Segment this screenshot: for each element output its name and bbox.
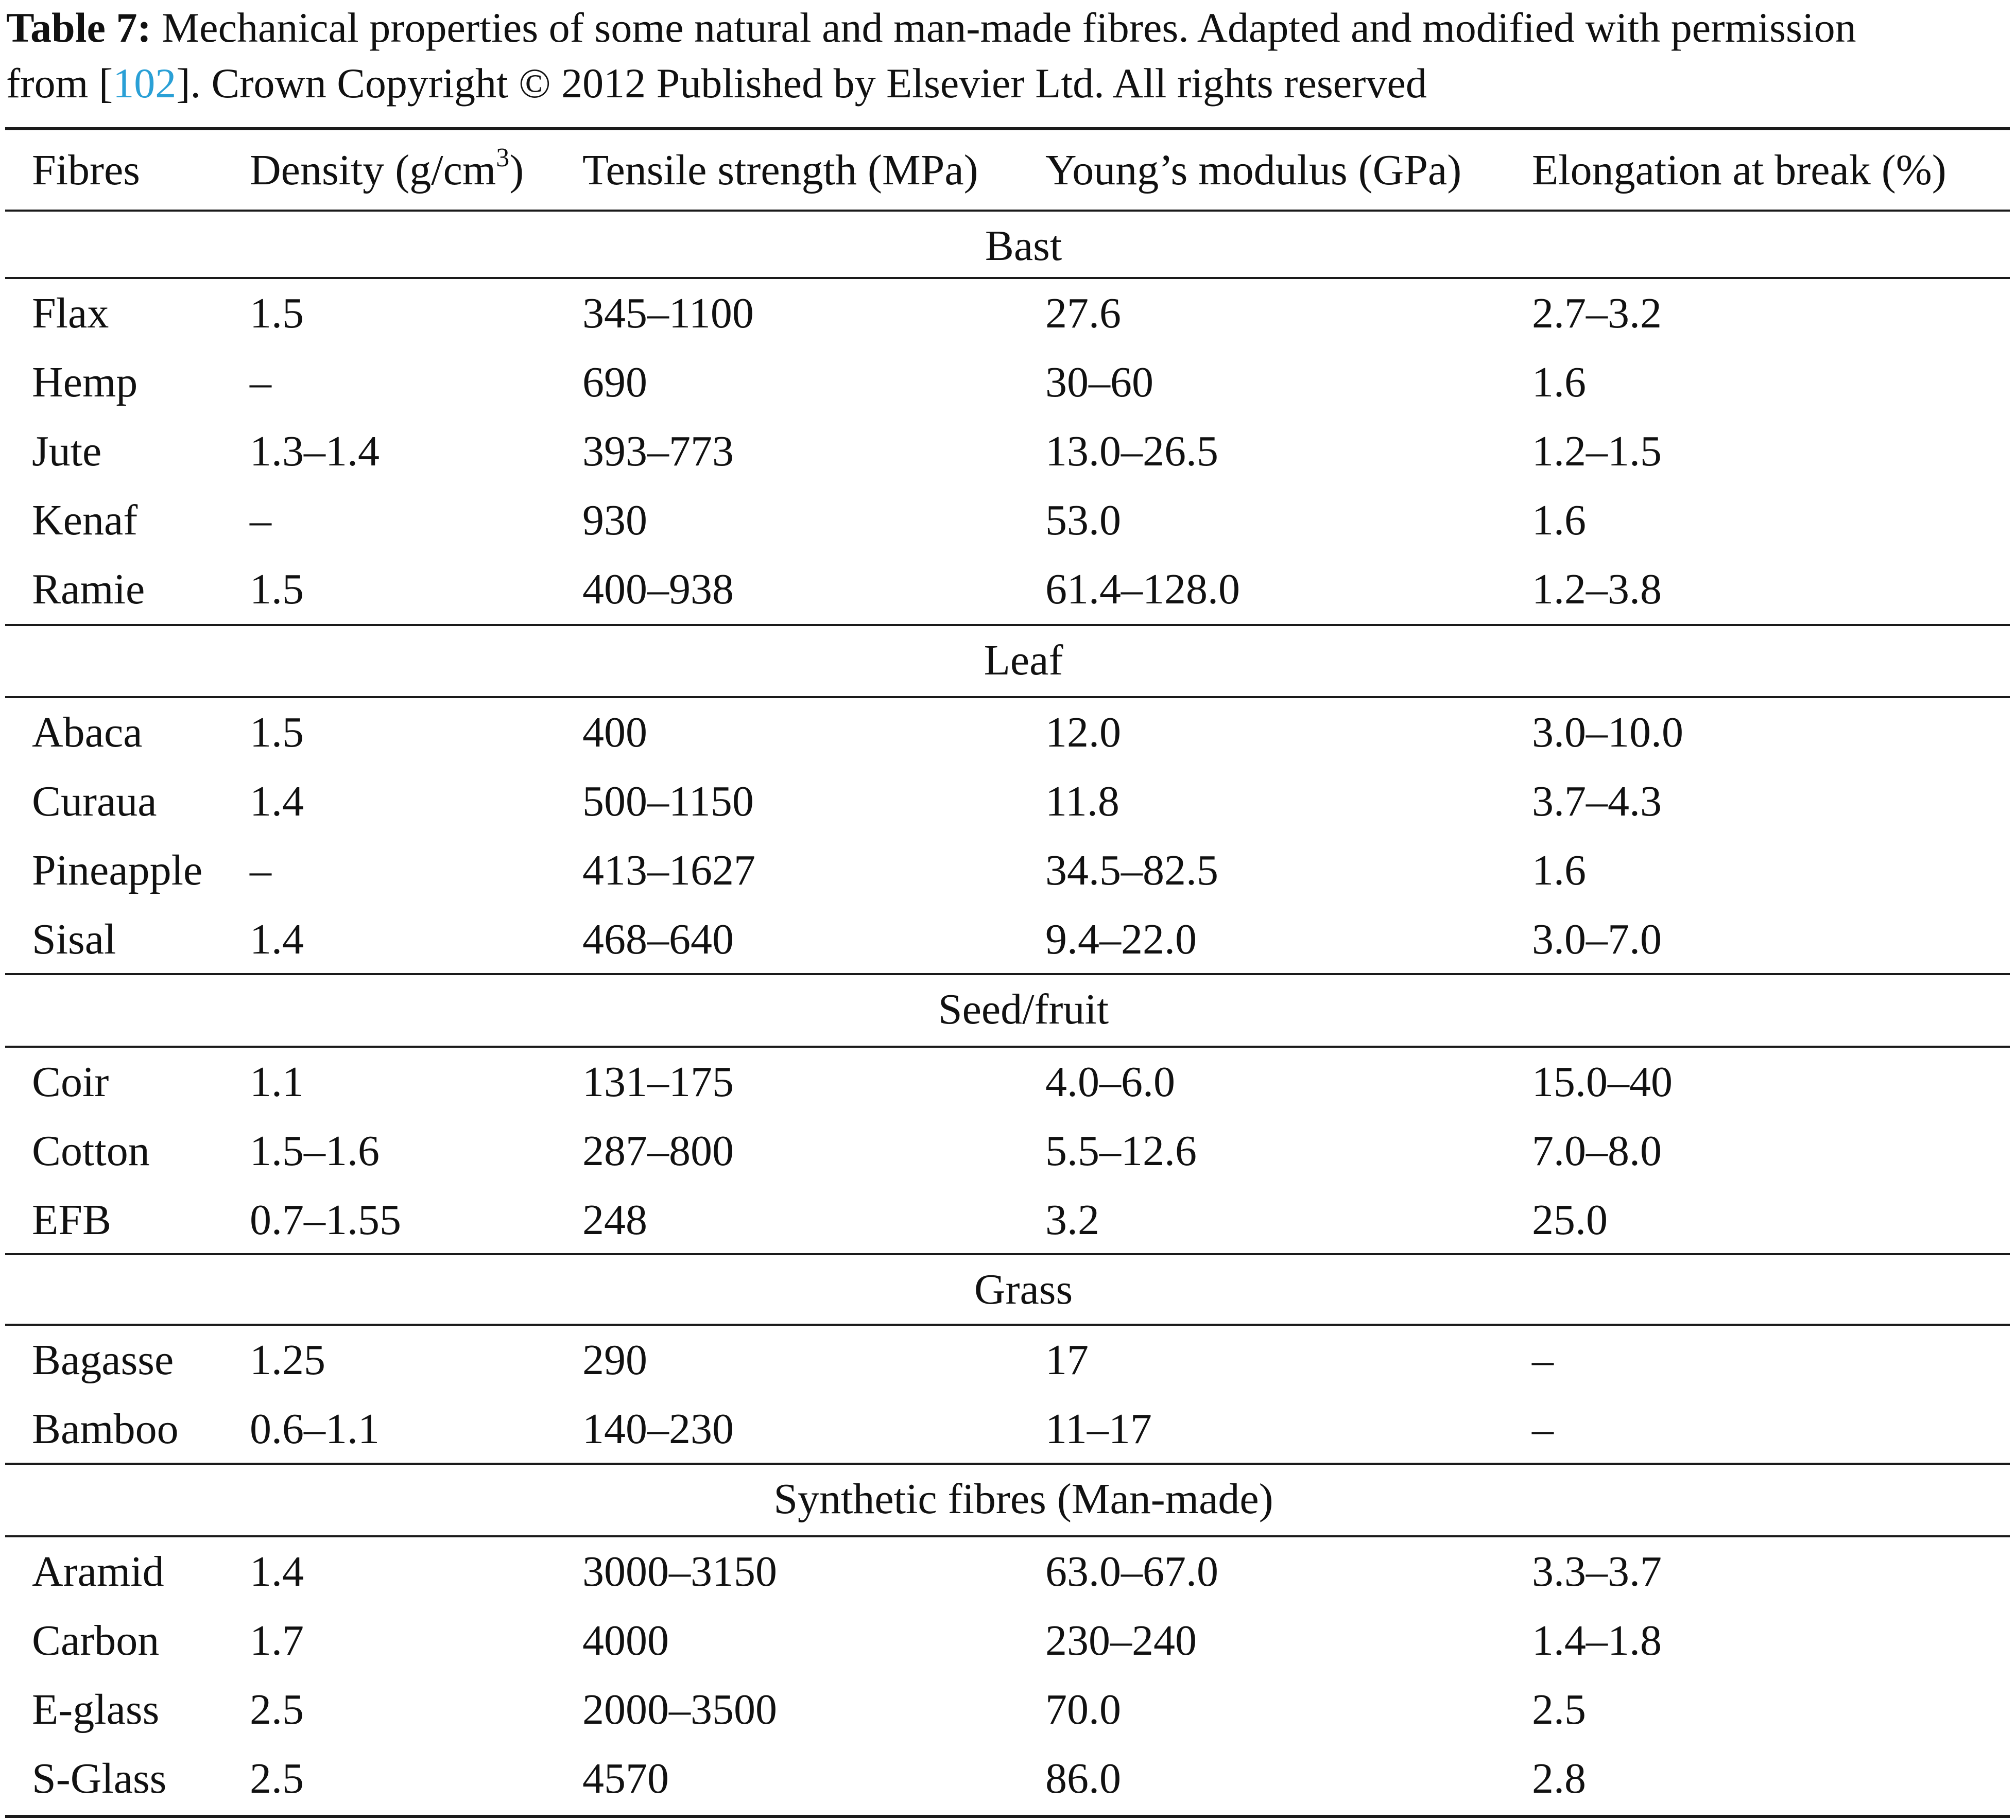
header-density-superscript: 3 — [496, 143, 510, 172]
table-row — [0, 1186, 2016, 1255]
cell-density: 1.5–1.6 — [250, 1127, 380, 1175]
group-label: Synthetic fibres (Man-made) — [773, 1475, 1273, 1523]
table-row — [0, 1395, 2016, 1464]
cell-tensile-strength: 140–230 — [582, 1405, 734, 1453]
cell-elongation: 2.7–3.2 — [1532, 289, 1662, 337]
table-header-row — [0, 136, 2016, 205]
cell-youngs-modulus: 230–240 — [1045, 1617, 1197, 1665]
cell-elongation: 15.0–40 — [1532, 1058, 1673, 1106]
caption-text-suffix: ]. Crown Copyright © 2012 Published by Elsevier Ltd. All rights reserved — [176, 60, 1427, 107]
table-row — [0, 348, 2016, 417]
cell-tensile-strength: 131–175 — [582, 1058, 734, 1106]
cell-tensile-strength: 400 — [582, 708, 647, 756]
cell-fibre-name: E-glass — [32, 1686, 160, 1734]
table-row — [0, 1606, 2016, 1675]
cell-fibre-name: S-Glass — [32, 1755, 167, 1802]
table-row — [0, 836, 2016, 905]
cell-elongation: – — [1532, 1336, 1554, 1384]
group-label: Grass — [974, 1266, 1073, 1313]
cell-youngs-modulus: 86.0 — [1045, 1755, 1121, 1802]
cell-youngs-modulus: 34.5–82.5 — [1045, 846, 1218, 894]
cell-density: – — [250, 496, 271, 544]
header-tensile-strength: Tensile strength (MPa) — [582, 146, 978, 194]
table-row — [0, 1537, 2016, 1606]
table-row — [0, 555, 2016, 624]
cell-elongation: 25.0 — [1532, 1196, 1608, 1244]
cell-elongation: 3.7–4.3 — [1532, 777, 1662, 825]
cell-density: – — [250, 846, 271, 894]
cell-elongation: 7.0–8.0 — [1532, 1127, 1662, 1175]
table-row — [0, 1326, 2016, 1395]
table-row — [0, 905, 2016, 974]
caption-text: Mechanical properties of some natural and man-made fibres. Adapted and modified with permission — [151, 4, 1856, 51]
cell-fibre-name: Hemp — [32, 358, 138, 406]
cell-tensile-strength: 690 — [582, 358, 647, 406]
cell-fibre-name: Aramid — [32, 1548, 164, 1596]
table-caption — [6, 0, 2009, 111]
cell-density: 1.5 — [250, 289, 304, 337]
table-bottom-rule — [5, 1815, 2010, 1818]
cell-elongation: 3.0–7.0 — [1532, 915, 1662, 963]
cell-tensile-strength: 930 — [582, 496, 647, 544]
cell-youngs-modulus: 61.4–128.0 — [1045, 565, 1240, 613]
cell-tensile-strength: 400–938 — [582, 565, 734, 613]
cell-youngs-modulus: 4.0–6.0 — [1045, 1058, 1175, 1106]
header-density-close: ) — [509, 146, 524, 194]
group-header-row — [0, 975, 2016, 1044]
cell-density: 1.7 — [250, 1617, 304, 1665]
table-row — [0, 1744, 2016, 1813]
header-elongation: Elongation at break (%) — [1532, 146, 1946, 194]
table-row — [0, 698, 2016, 767]
cell-elongation: 1.2–1.5 — [1532, 427, 1662, 475]
cell-density: 1.4 — [250, 777, 304, 825]
cell-elongation: 1.4–1.8 — [1532, 1617, 1662, 1665]
cell-fibre-name: EFB — [32, 1196, 112, 1244]
table-row — [0, 279, 2016, 348]
cell-tensile-strength: 3000–3150 — [582, 1548, 777, 1596]
cell-density: 1.3–1.4 — [250, 427, 380, 475]
cell-tensile-strength: 468–640 — [582, 915, 734, 963]
cell-fibre-name: Carbon — [32, 1617, 160, 1665]
header-density — [250, 136, 524, 205]
cell-tensile-strength: 4570 — [582, 1755, 669, 1802]
caption-line-2 — [6, 56, 2009, 111]
table-row — [0, 417, 2016, 486]
cell-density: 0.7–1.55 — [250, 1196, 401, 1244]
cell-tensile-strength: 287–800 — [582, 1127, 734, 1175]
cell-tensile-strength: 248 — [582, 1196, 647, 1244]
cell-fibre-name: Flax — [32, 289, 109, 337]
cell-tensile-strength: 413–1627 — [582, 846, 755, 894]
cell-youngs-modulus: 63.0–67.0 — [1045, 1548, 1218, 1596]
cell-youngs-modulus: 9.4–22.0 — [1045, 915, 1197, 963]
cell-youngs-modulus: 17 — [1045, 1336, 1089, 1384]
cell-youngs-modulus: 5.5–12.6 — [1045, 1127, 1197, 1175]
cell-elongation: 1.6 — [1532, 846, 1586, 894]
cell-density: 2.5 — [250, 1755, 304, 1802]
group-header-row — [0, 212, 2016, 281]
cell-elongation: 1.6 — [1532, 358, 1586, 406]
cell-tensile-strength: 500–1150 — [582, 777, 754, 825]
table-row — [0, 1048, 2016, 1117]
group-header-row — [0, 1255, 2016, 1324]
cell-fibre-name: Sisal — [32, 915, 116, 963]
group-header-row — [0, 1465, 2016, 1534]
cell-fibre-name: Coir — [32, 1058, 109, 1106]
cell-density: 1.1 — [250, 1058, 304, 1106]
cell-fibre-name: Abaca — [32, 708, 143, 756]
caption-label: Table 7: — [6, 4, 151, 51]
cell-density: – — [250, 358, 271, 406]
header-fibres: Fibres — [32, 146, 140, 194]
cell-elongation: 3.3–3.7 — [1532, 1548, 1662, 1596]
cell-youngs-modulus: 53.0 — [1045, 496, 1121, 544]
cell-tensile-strength: 345–1100 — [582, 289, 754, 337]
cell-density: 1.5 — [250, 708, 304, 756]
table-row — [0, 767, 2016, 836]
table-row — [0, 1675, 2016, 1744]
cell-youngs-modulus: 11.8 — [1045, 777, 1119, 825]
cell-youngs-modulus: 11–17 — [1045, 1405, 1152, 1453]
cell-fibre-name: Cotton — [32, 1127, 150, 1175]
cell-youngs-modulus: 27.6 — [1045, 289, 1121, 337]
cell-youngs-modulus: 70.0 — [1045, 1686, 1121, 1734]
cell-fibre-name: Jute — [32, 427, 102, 475]
header-youngs-modulus: Young’s modulus (GPa) — [1045, 146, 1462, 194]
cell-tensile-strength: 4000 — [582, 1617, 669, 1665]
table-row — [0, 486, 2016, 555]
group-label: Seed/fruit — [938, 985, 1109, 1033]
cell-fibre-name: Curaua — [32, 777, 157, 825]
cell-density: 0.6–1.1 — [250, 1405, 380, 1453]
caption-text-prefix: from [ — [6, 60, 113, 107]
cell-tensile-strength: 2000–3500 — [582, 1686, 777, 1734]
cell-youngs-modulus: 3.2 — [1045, 1196, 1099, 1244]
group-header-row — [0, 626, 2016, 695]
cell-tensile-strength: 290 — [582, 1336, 647, 1384]
cell-fibre-name: Ramie — [32, 565, 145, 613]
cell-elongation: 2.8 — [1532, 1755, 1586, 1802]
table-row — [0, 1117, 2016, 1186]
group-label: Bast — [985, 222, 1062, 270]
cell-tensile-strength: 393–773 — [582, 427, 734, 475]
cell-elongation: 1.6 — [1532, 496, 1586, 544]
cell-density: 1.4 — [250, 915, 304, 963]
cell-density: 1.25 — [250, 1336, 325, 1384]
cell-fibre-name: Bamboo — [32, 1405, 179, 1453]
table-top-rule — [5, 127, 2010, 130]
cell-fibre-name: Pineapple — [32, 846, 203, 894]
cell-youngs-modulus: 13.0–26.5 — [1045, 427, 1218, 475]
cell-fibre-name: Bagasse — [32, 1336, 174, 1384]
cell-density: 1.4 — [250, 1548, 304, 1596]
cell-elongation: 3.0–10.0 — [1532, 708, 1683, 756]
cell-elongation: – — [1532, 1405, 1554, 1453]
cell-elongation: 1.2–3.8 — [1532, 565, 1662, 613]
cell-density: 1.5 — [250, 565, 304, 613]
cell-elongation: 2.5 — [1532, 1686, 1586, 1734]
caption-line-1 — [6, 0, 2009, 56]
cell-youngs-modulus: 12.0 — [1045, 708, 1121, 756]
cell-density: 2.5 — [250, 1686, 304, 1734]
header-density-label: Density (g/cm — [250, 146, 496, 194]
cell-fibre-name: Kenaf — [32, 496, 138, 544]
reference-link[interactable]: 102 — [113, 60, 177, 107]
group-label: Leaf — [984, 636, 1063, 684]
cell-youngs-modulus: 30–60 — [1045, 358, 1153, 406]
